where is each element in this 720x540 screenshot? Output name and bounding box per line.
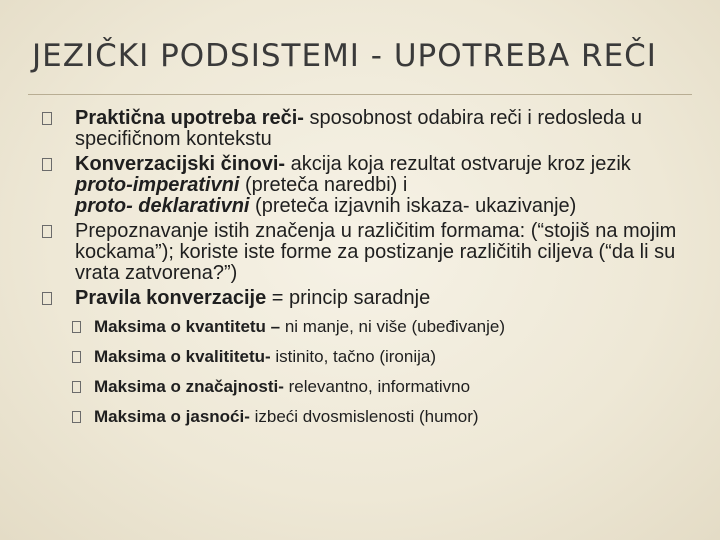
square-outline-icon: [42, 158, 52, 171]
list-item: [42, 108, 702, 150]
sub-list-item: [72, 377, 702, 397]
item-text: akcija koja rezultat ostvaruje kroz jezik: [285, 153, 631, 175]
square-outline-icon: [72, 351, 81, 363]
slide-title: JEZIČKI PODSISTEMI - UPOTREBA REČI: [32, 38, 657, 74]
square-outline-icon: [42, 112, 52, 125]
item-text: (preteča izjavnih iskaza- ukazivanje): [249, 195, 577, 217]
item-text: sposobnost odabira reči i redosleda u specifičnom kontekstu: [75, 107, 642, 150]
item-term-italic: proto- deklarativni: [75, 195, 250, 217]
item-term: Konverzacijski činovi-: [75, 153, 286, 175]
item-term-italic: proto-imperativni: [75, 174, 240, 196]
item-term: Praktična upotreba reči-: [75, 107, 304, 129]
bullet-list: [42, 108, 702, 427]
sub-item-text: istinito, tačno (ironija): [270, 347, 437, 366]
sub-item-text: izbeći dvosmislenosti (humor): [249, 407, 479, 426]
item-text: (preteča naredbi) i: [239, 174, 408, 196]
sub-item-term: Maksima o značajnosti-: [94, 377, 284, 396]
sub-item-text: ni manje, ni više (ubeđivanje): [280, 317, 506, 336]
sub-item-term: Maksima o kvalititetu-: [94, 347, 271, 366]
item-text: = princip saradnje: [266, 287, 431, 309]
item-text: Prepoznavanje istih značenja u različitim formama: (“stojiš na mojim kockama”); koriste iste forme za postizanje različitih ciljeva (“da li su vrata zatvorena?”): [75, 220, 677, 284]
title-divider: [28, 94, 692, 95]
list-item: [42, 154, 702, 217]
sub-item-term: Maksima o jasnoći-: [94, 407, 250, 426]
square-outline-icon: [72, 321, 81, 333]
slide-content: [42, 108, 702, 437]
square-outline-icon: [42, 225, 52, 238]
square-outline-icon: [72, 411, 81, 423]
list-item: [42, 288, 702, 427]
sub-list-item: [72, 317, 702, 337]
square-outline-icon: [72, 381, 81, 393]
list-item: [42, 221, 702, 284]
sub-list-item: [72, 347, 702, 367]
item-term: Pravila konverzacije: [75, 287, 267, 309]
sub-bullet-list: [72, 317, 702, 427]
sub-item-term: Maksima o kvantitetu –: [94, 317, 281, 336]
square-outline-icon: [42, 292, 52, 305]
sub-list-item: [72, 407, 702, 427]
sub-item-text: relevantno, informativno: [283, 377, 471, 396]
